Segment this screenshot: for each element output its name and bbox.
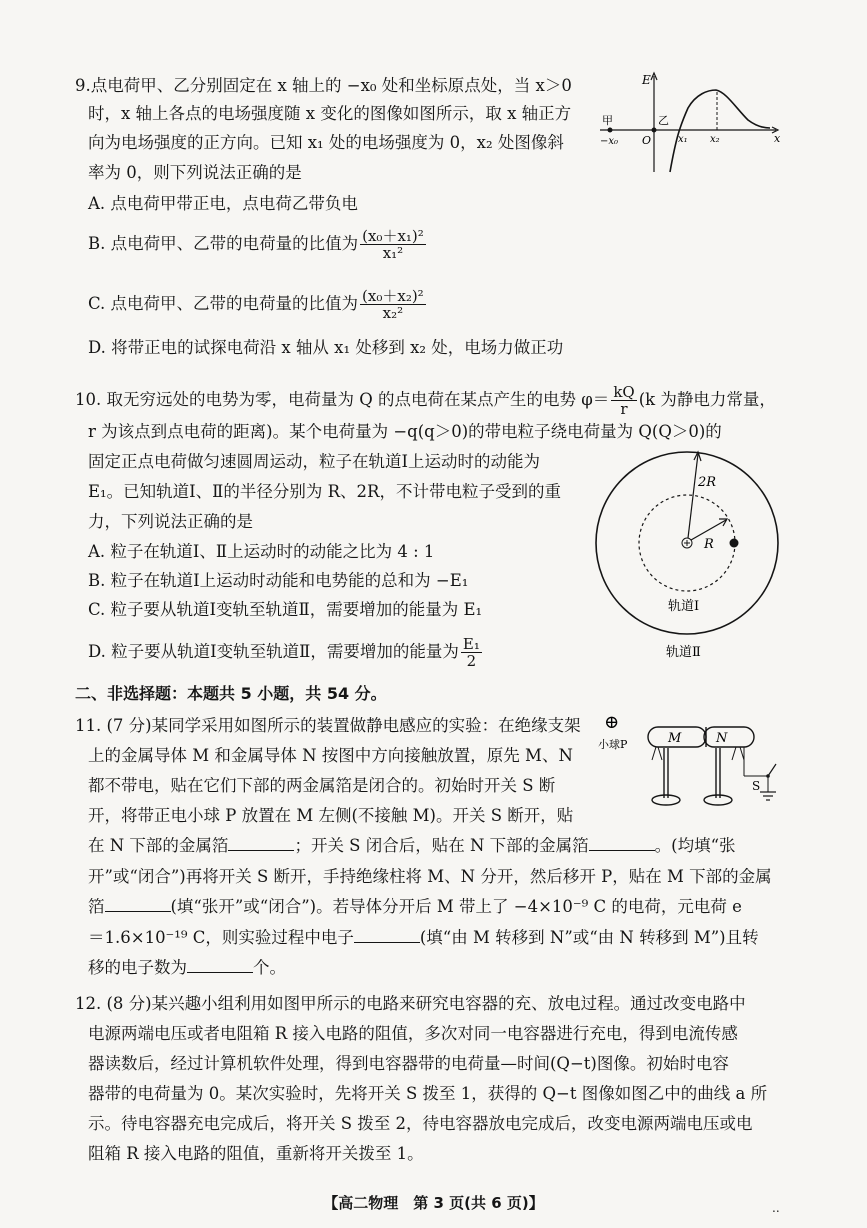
q10-potential-fraction [611, 384, 636, 417]
q11-blank-2[interactable] [589, 834, 655, 851]
q10-line-1-tail: (k 为静电力常量， [638, 390, 776, 409]
page-footer: 【高二物理 第 3 页(共 6 页)】 [323, 1194, 544, 1212]
stand-base-left [652, 795, 680, 805]
q12-line-3: 器读数后，经过计算机软件处理，得到电容器带的电荷量—时间(Q−t)图像。初始时电容 [88, 1054, 729, 1073]
graph-label-o: O [642, 134, 652, 147]
q9-line-2: 时，x 轴上各点的电场强度随 x 变化的图像如图所示，取 x 轴正方 [88, 104, 572, 123]
graph-label-x1: x₁ [678, 134, 688, 145]
label-2r: 2R [698, 475, 717, 490]
q11-line-8 [88, 926, 759, 950]
q11-blank-5[interactable] [187, 956, 253, 973]
conductor-n [704, 727, 754, 747]
q11-blank-3[interactable] [105, 895, 171, 912]
q10-option-a: A. 粒子在轨道Ⅰ、Ⅱ上运动时的动能之比为 4 : 1 [88, 542, 435, 561]
particle-dot [730, 539, 739, 548]
q10-line-2: r 为该点到点电荷的距离)。某个电荷量为 −q(q＞0)的带电粒子绕电荷量为 Q(Q＞0)的 [88, 422, 722, 441]
q10-d-numerator: E₁ [462, 635, 480, 653]
q11-line-8-text-b: (填“由 M 转移到 N”或“由 N 转移到 M”)且转 [419, 928, 759, 947]
stand-base-right [704, 795, 732, 805]
section-2-heading: 二、非选择题：本题共 5 小题，共 54 分。 [75, 684, 387, 703]
q11-line-7-text-b: (填“张开”或“闭合”)。若导体分开后 M 带上了 −4×10⁻⁹ C 的电荷，元电荷 e [170, 897, 742, 916]
corner-mark: .. [772, 1201, 780, 1215]
q9-option-a: A. 点电荷甲带正电，点电荷乙带负电 [88, 194, 358, 213]
q9-option-c-fraction [360, 288, 426, 321]
q10-option-d-text: D. 粒子要从轨道Ⅰ变轨至轨道Ⅱ，需要增加的能量为 [88, 642, 459, 661]
q9-line-3: 向为电场强度的正方向。已知 x₁ 处的电场强度为 0，x₂ 处图像斜 [88, 133, 564, 152]
graph-label-yi: 乙 [658, 114, 669, 127]
q12-line-1: 12. (8 分)某兴趣小组利用如图甲所示的电路来研究电容器的充、放电过程。通过改变电路中 [75, 994, 746, 1013]
q9-option-b-text: B. 点电荷甲、乙带的电荷量的比值为 [88, 234, 359, 253]
charge-yi-dot [652, 128, 657, 133]
q12-line-4: 器带的电荷量为 0。某次实验时，先将开关 S 拨至 1，获得的 Q−t 图像如图乙中的曲线 a 所 [88, 1084, 768, 1103]
q10-line-3: 固定正点电荷做匀速圆周运动，粒子在轨道Ⅰ上运动时的动能为 [88, 452, 541, 471]
q9-option-b [88, 228, 428, 261]
graph-label-neg-x0: −x₀ [600, 136, 619, 147]
q12-line-5: 示。待电容器充电完成后，将开关 S 拨至 2，待电容器放电完成后，改变电源两端电压或电 [88, 1114, 753, 1133]
q9-option-b-fraction [360, 228, 426, 261]
q11-apparatus-figure [596, 708, 786, 812]
q9-b-denominator: x₁² [382, 244, 404, 262]
q10-line-1 [75, 384, 776, 417]
q11-line-9-text-b: 个。 [253, 958, 286, 977]
q9-option-c [88, 288, 428, 321]
q11-line-9 [88, 956, 286, 980]
label-orbit-2: 轨道Ⅱ [666, 645, 701, 660]
q9-option-d: D. 将带正电的试探电荷沿 x 轴从 x₁ 处移到 x₂ 处，电场力做正功 [88, 338, 564, 357]
graph-label-e: E [642, 73, 651, 87]
label-orbit-1: 轨道Ⅰ [668, 599, 700, 614]
graph-label-x2: x₂ [710, 134, 720, 145]
plus-charge-icon: ⊕ [604, 712, 620, 733]
q10-line-4: E₁。已知轨道Ⅰ、Ⅱ的半径分别为 R、2R，不计带电粒子受到的重 [88, 482, 561, 501]
q9-e-x-graph [596, 68, 786, 180]
q11-blank-4[interactable] [354, 926, 420, 943]
graph-label-jia: 甲 [602, 114, 613, 127]
q9-c-numerator: (x₀＋x₂)² [362, 287, 424, 305]
q11-line-3: 都不带电，贴在它们下部的两金属箔是闭合的。初始时开关 S 断 [88, 776, 556, 795]
q11-line-7 [88, 895, 742, 919]
q11-line-2: 上的金属导体 M 和金属导体 N 按图中方向接触放置，原先 M、N [88, 746, 573, 765]
label-ball-p: 小球P [598, 738, 628, 751]
q9-c-denominator: x₂² [382, 304, 404, 322]
switch-s [768, 764, 776, 776]
q10-line-5: 力，下列说法正确的是 [88, 512, 253, 531]
q10-option-d [88, 636, 484, 669]
q11-line-1: 11. (7 分)某同学采用如图所示的装置做静电感应的实验：在绝缘支架 [75, 716, 581, 735]
q10-kq: kQ [613, 383, 635, 401]
label-m: M [668, 731, 682, 746]
q10-orbit-figure [594, 424, 780, 670]
q10-d-denominator: 2 [466, 652, 477, 670]
q11-line-6: 开”或“闭合”)再将开关 S 断开，手持绝缘柱将 M、N 分开，然后移开 P，贴在 M 下部的金属 [88, 867, 772, 886]
q9-line-1: 9.点电荷甲、乙分别固定在 x 轴上的 −x₀ 处和坐标原点处，当 x＞0 [75, 76, 572, 95]
q9-option-c-text: C. 点电荷甲、乙带的电荷量的比值为 [88, 294, 359, 313]
q10-line-1-text: 10. 取无穷远处的电势为零，电荷量为 Q 的点电荷在某点产生的电势 φ＝ [75, 390, 610, 409]
q11-line-9-text-a: 移的电子数为 [88, 958, 187, 977]
label-s: S [752, 779, 761, 793]
label-r: R [704, 537, 714, 552]
charge-jia-dot [608, 128, 613, 133]
q12-line-6: 阻箱 R 接入电路的阻值，重新将开关拨至 1。 [88, 1144, 424, 1163]
q9-curve [670, 90, 770, 172]
q11-line-8-text-a: ＝1.6×10⁻¹⁹ C，则实验过程中电子 [88, 928, 354, 947]
q11-line-5 [88, 834, 736, 858]
q10-option-b: B. 粒子在轨道Ⅰ上运动时动能和电势能的总和为 −E₁ [88, 571, 469, 590]
q9-b-numerator: (x₀＋x₁)² [362, 227, 424, 245]
q10-d-fraction [461, 636, 482, 669]
label-n: N [716, 731, 728, 746]
graph-label-x: x [774, 132, 781, 145]
q11-line-7-text-a: 箔 [88, 897, 105, 916]
q10-option-c: C. 粒子要从轨道Ⅰ变轨至轨道Ⅱ，需要增加的能量为 E₁ [88, 600, 483, 619]
q10-r: r [620, 400, 628, 418]
q9-line-4: 率为 0，则下列说法正确的是 [88, 163, 302, 182]
q11-blank-1[interactable] [228, 834, 294, 851]
q11-line-5-text-b: ；开关 S 闭合后，贴在 N 下部的金属箔 [294, 836, 589, 855]
q11-line-5-text-a: 在 N 下部的金属箔 [88, 836, 229, 855]
q11-line-4: 开，将带正电小球 P 放置在 M 左侧(不接触 M)。开关 S 断开，贴 [88, 806, 574, 825]
q12-line-2: 电源两端电压或者电阻箱 R 接入电路的阻值，多次对同一电容器进行充电，得到电流传感 [88, 1024, 738, 1043]
q11-line-5-text-c: 。(均填“张 [654, 836, 736, 855]
